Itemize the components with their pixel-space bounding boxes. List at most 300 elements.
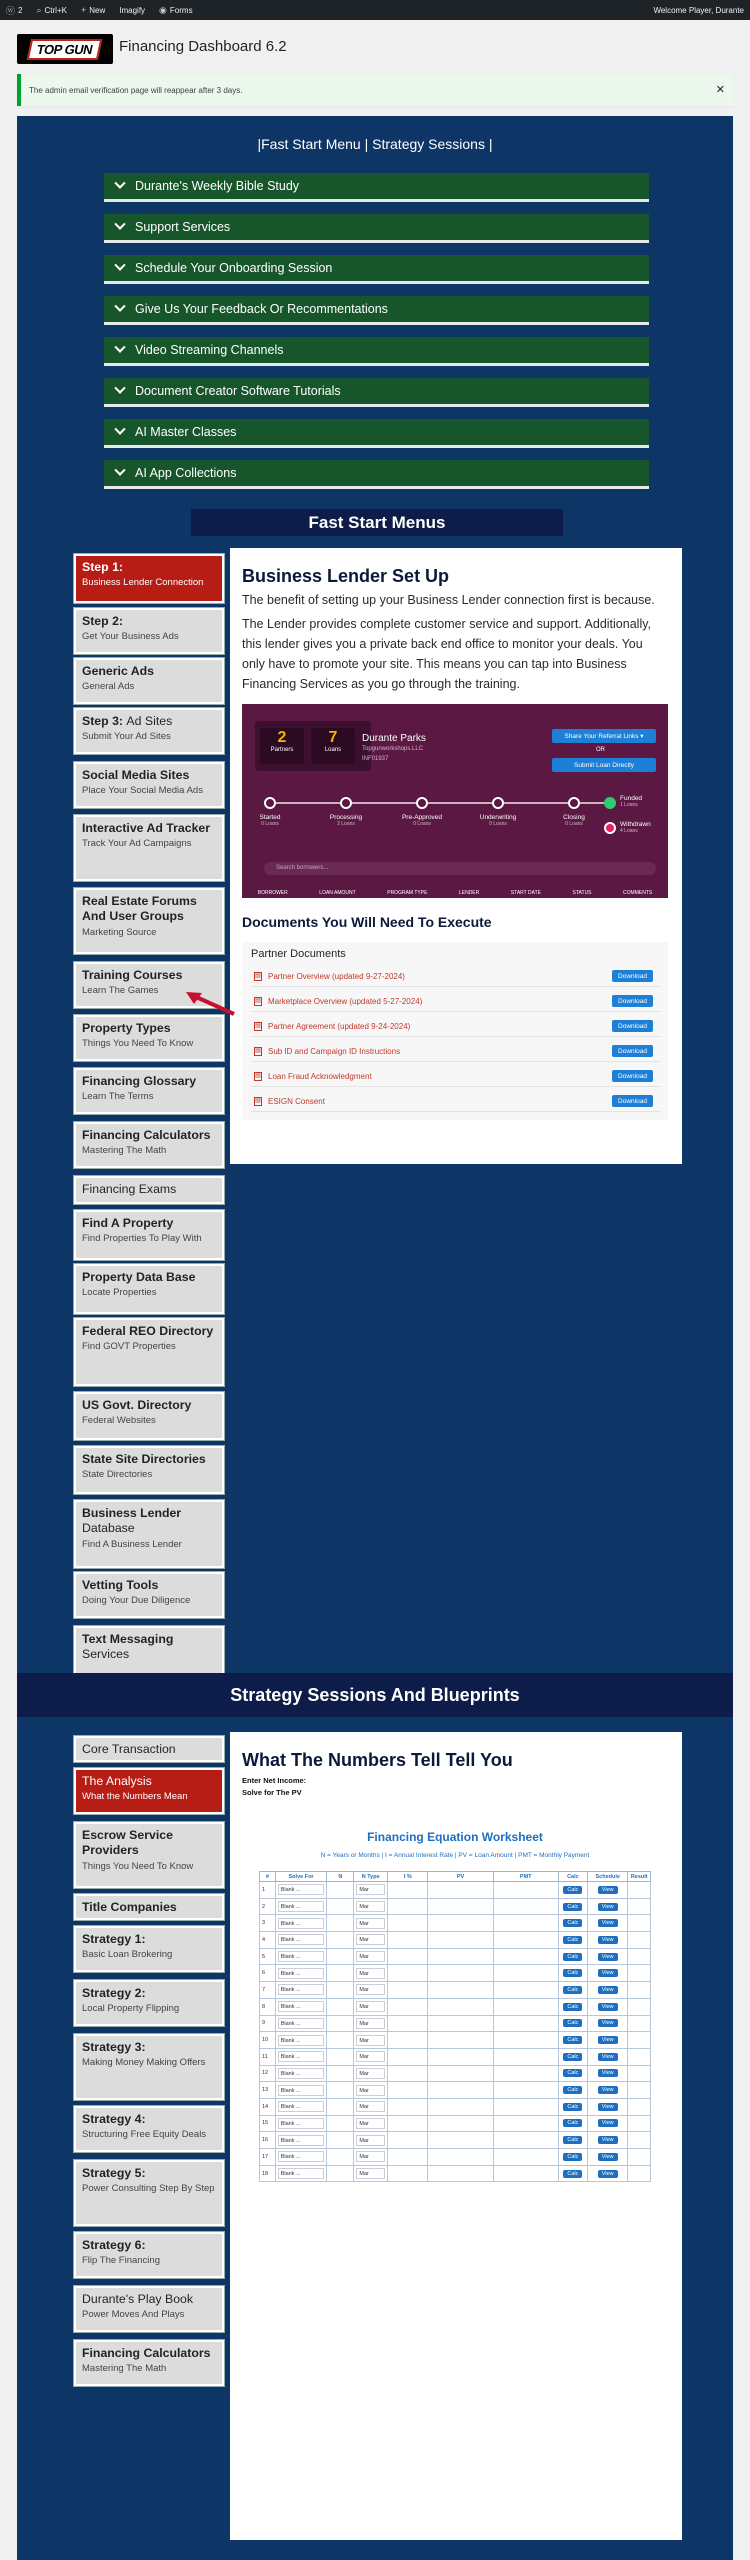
document-link[interactable]: Marketplace Overview (updated 5-27-2024) [268, 996, 423, 1006]
solve-for-value: Blank ... [278, 1934, 325, 1945]
pmt-input[interactable] [493, 1948, 558, 1965]
solve-for-value: Blank ... [278, 1901, 325, 1912]
pv-input[interactable] [428, 2048, 493, 2065]
pv-input[interactable] [428, 1948, 493, 1965]
solve-for-select[interactable] [275, 2149, 327, 2166]
partner-company: Topgunworkshops.LLC [362, 746, 424, 752]
sidebar-item[interactable] [74, 608, 224, 654]
accordion-item[interactable] [104, 214, 649, 243]
sidebar-title-text: Training Courses [82, 968, 183, 982]
partner-documents [242, 942, 668, 1120]
n-type-select[interactable] [354, 2082, 388, 2099]
chevron-down-icon [114, 465, 125, 476]
sidebar-item-title [82, 1216, 216, 1231]
calc-button[interactable]: Calc [563, 2019, 582, 2027]
logo-text: TOP GUN [27, 39, 103, 60]
worksheet-legend: N = Years or Months | I = Annual Interest Rate | PV = Loan Amount | PMT = Monthly Payment [320, 1852, 590, 1859]
stage-name: Processing [329, 814, 363, 821]
sidebar-item[interactable] [74, 708, 224, 754]
document-link[interactable]: Sub ID and Campaign ID Instructions [268, 1046, 401, 1056]
pmt-input[interactable] [493, 1932, 558, 1949]
solve-for-select[interactable] [275, 1915, 327, 1932]
solve-for-select[interactable] [275, 1998, 327, 2015]
solve-for-select[interactable] [275, 2015, 327, 2032]
download-button[interactable]: Download [612, 995, 653, 1007]
sidebar-item[interactable] [74, 1446, 224, 1494]
pmt-input[interactable] [493, 2165, 558, 2182]
solve-for-value: Blank ... [278, 1884, 325, 1895]
view-button[interactable]: View [598, 1886, 618, 1894]
interest-input[interactable] [388, 2065, 428, 2082]
accordion-item[interactable] [104, 460, 649, 489]
calc-button[interactable]: Calc [563, 2003, 582, 2011]
pmt-input[interactable] [493, 2032, 558, 2049]
sidebar-item[interactable] [74, 658, 224, 704]
calc-button[interactable]: Calc [563, 2036, 582, 2044]
n-input[interactable] [327, 1932, 354, 1949]
solve-for-select[interactable] [275, 2032, 327, 2049]
pv-input[interactable] [428, 2082, 493, 2099]
solve-for-select[interactable] [275, 2132, 327, 2149]
view-button[interactable]: View [598, 2053, 618, 2061]
sidebar-item-title [82, 614, 216, 629]
n-type-select[interactable] [354, 1882, 388, 1899]
sidebar-item[interactable] [74, 1980, 224, 2026]
sidebar-title-text: Real Estate Forums And User Groups [82, 894, 197, 924]
worksheet-row [260, 2132, 651, 2149]
sidebar-item-subtitle: Local Property Flipping [82, 2003, 180, 2015]
sidebar-item[interactable] [74, 1736, 224, 1762]
worksheet-column: Schedule [588, 1872, 628, 1882]
sidebar-item-title: Title Companies [82, 1900, 177, 1914]
sidebar-item[interactable] [74, 554, 224, 603]
account-menu[interactable] [653, 6, 744, 15]
n-type-select[interactable] [354, 1965, 388, 1982]
n-type-value: Mar [356, 1984, 385, 1995]
pmt-input[interactable] [493, 1998, 558, 2015]
sidebar-item[interactable] [74, 2286, 224, 2332]
welcome-text: Welcome Player, Durante [653, 5, 744, 15]
pmt-input[interactable] [493, 2115, 558, 2132]
stage-dot [340, 797, 352, 809]
pv-input[interactable] [428, 2165, 493, 2182]
solve-for-select[interactable] [275, 1982, 327, 1999]
calc-cell [558, 1898, 587, 1915]
n-input[interactable] [327, 1965, 354, 1982]
pv-input[interactable] [428, 1982, 493, 1999]
sidebar-item-title [82, 1578, 216, 1593]
solve-for-select[interactable] [275, 2115, 327, 2132]
calc-button[interactable]: Calc [563, 1903, 582, 1911]
solve-for-select[interactable] [275, 1965, 327, 1982]
pmt-input[interactable] [493, 2015, 558, 2032]
sidebar-item[interactable] [74, 815, 224, 881]
n-type-select[interactable] [354, 2032, 388, 2049]
pv-input[interactable] [428, 1998, 493, 2015]
accordion-item[interactable] [104, 419, 649, 448]
sidebar-item-subtitle: Learn The Terms [82, 1091, 154, 1103]
chevron-down-icon [114, 219, 125, 230]
sidebar-item[interactable] [74, 1926, 224, 1972]
sidebar-item[interactable] [74, 1822, 224, 1888]
view-button[interactable]: View [598, 2019, 618, 2027]
interest-input[interactable] [388, 1965, 428, 1982]
n-input[interactable] [327, 1882, 354, 1899]
pmt-input[interactable] [493, 1982, 558, 1999]
interest-input[interactable] [388, 1882, 428, 1899]
pmt-input[interactable] [493, 1915, 558, 1932]
pv-input[interactable] [428, 2098, 493, 2115]
view-button[interactable]: View [598, 1936, 618, 1944]
pv-input[interactable] [428, 1932, 493, 1949]
funded-label: Funded [620, 795, 643, 802]
pv-input[interactable] [428, 1898, 493, 1915]
calc-button[interactable]: Calc [563, 1969, 582, 1977]
interest-input[interactable] [388, 2015, 428, 2032]
solve-for-value: Blank ... [278, 1984, 325, 1995]
interest-input[interactable] [388, 2082, 428, 2099]
n-input[interactable] [327, 2082, 354, 2099]
interest-input[interactable] [388, 2165, 428, 2182]
interest-input[interactable] [388, 2115, 428, 2132]
calc-cell [558, 1915, 587, 1932]
stage-count: 0 Loans [565, 821, 583, 827]
sidebar-item-subtitle: Things You Need To Know [82, 1038, 194, 1050]
sidebar-item[interactable] [74, 888, 224, 954]
document-link[interactable]: ESIGN Consent [268, 1096, 325, 1106]
sidebar-item[interactable] [74, 2340, 224, 2386]
pmt-input[interactable] [493, 2149, 558, 2166]
sidebar-item[interactable] [74, 1122, 224, 1168]
pv-input[interactable] [428, 1965, 493, 1982]
worksheet-column: Result [628, 1872, 651, 1882]
command-palette[interactable] [36, 5, 67, 16]
pdf-icon: ▤ [255, 972, 261, 979]
calc-button[interactable]: Calc [563, 1953, 582, 1961]
withdrawn-label: Withdrawn [620, 821, 651, 828]
n-type-select[interactable] [354, 1915, 388, 1932]
sidebar-item[interactable] [74, 1500, 224, 1568]
sidebar-item[interactable] [74, 1264, 224, 1314]
result-cell [628, 1898, 651, 1915]
result-cell [628, 2098, 651, 2115]
n-input[interactable] [327, 2098, 354, 2115]
schedule-cell [588, 1998, 628, 2015]
sidebar-item-title [82, 1452, 216, 1467]
calc-button[interactable]: Calc [563, 1936, 582, 1944]
sidebar-item-subtitle: Basic Loan Brokering [82, 1949, 173, 1961]
sidebar-item-subtitle: Business Lender Connection [82, 577, 204, 589]
pv-input[interactable] [428, 2149, 493, 2166]
pmt-input[interactable] [493, 2065, 558, 2082]
n-type-select[interactable] [354, 1948, 388, 1965]
n-input[interactable] [327, 2115, 354, 2132]
n-type-value: Mar [356, 2151, 385, 2162]
n-input[interactable] [327, 1898, 354, 1915]
pmt-input[interactable] [493, 1965, 558, 1982]
sidebar-title-text: Text Messaging [82, 1632, 174, 1646]
n-type-select[interactable] [354, 2048, 388, 2065]
n-input[interactable] [327, 1915, 354, 1932]
accordion-label: Durante's Weekly Bible Study [135, 179, 300, 193]
n-type-select[interactable] [354, 2115, 388, 2132]
n-input[interactable] [327, 2015, 354, 2032]
calc-button[interactable]: Calc [563, 1986, 582, 1994]
n-type-select[interactable] [354, 1982, 388, 1999]
imagify-menu[interactable] [119, 6, 145, 15]
n-type-select[interactable] [354, 2098, 388, 2115]
n-type-select[interactable] [354, 2015, 388, 2032]
download-button[interactable]: Download [612, 970, 653, 982]
sidebar-item-title [82, 1506, 216, 1537]
n-type-select[interactable] [354, 1932, 388, 1949]
solve-for-select[interactable] [275, 1932, 327, 1949]
download-button[interactable]: Download [612, 1045, 653, 1057]
sidebar-item[interactable] [74, 1318, 224, 1386]
solve-for-select[interactable] [275, 2048, 327, 2065]
interest-input[interactable] [388, 2098, 428, 2115]
interest-input[interactable] [388, 1948, 428, 1965]
sidebar-item[interactable] [74, 1210, 224, 1260]
n-type-select[interactable] [354, 2149, 388, 2166]
interest-input[interactable] [388, 2032, 428, 2049]
partner-name: Durante Parks [362, 733, 426, 744]
pv-input[interactable] [428, 2132, 493, 2149]
funded-count: 1 Loans [620, 802, 638, 808]
view-button[interactable]: View [598, 1986, 618, 1994]
sidebar-item[interactable] [74, 1894, 224, 1920]
n-input[interactable] [327, 2149, 354, 2166]
sidebar-item-title [82, 1270, 216, 1285]
view-button[interactable]: View [598, 2136, 618, 2144]
interest-input[interactable] [388, 1898, 428, 1915]
worksheet-column: N [327, 1872, 354, 1882]
sidebar-item[interactable] [74, 2106, 224, 2152]
interest-input[interactable] [388, 1982, 428, 1999]
document-link[interactable]: Partner Overview (updated 9-27-2024) [268, 971, 405, 981]
solve-pv-label: Solve for The PV [242, 1788, 302, 1797]
schedule-cell [588, 2082, 628, 2099]
sidebar-item[interactable] [74, 2160, 224, 2226]
sidebar-item-subtitle: What the Numbers Mean [82, 1791, 188, 1803]
accordion-label: Document Creator Software Tutorials [135, 384, 341, 398]
pv-input[interactable] [428, 2065, 493, 2082]
sidebar-item[interactable] [74, 2232, 224, 2278]
sidebar-item-title: Strategy 2: [82, 1986, 146, 2000]
view-button[interactable]: View [598, 2003, 618, 2011]
view-button[interactable]: View [598, 2153, 618, 2161]
worksheet-row [260, 2149, 651, 2166]
sidebar-title-text: US Govt. Directory [82, 1398, 192, 1412]
row-number: 10 [260, 2032, 276, 2049]
solve-for-select[interactable] [275, 1948, 327, 1965]
sidebar-item-subtitle: Flip The Financing [82, 2255, 160, 2267]
pv-input[interactable] [428, 2115, 493, 2132]
view-button[interactable]: View [598, 2170, 618, 2178]
pdf-icon: ▤ [255, 1047, 261, 1054]
pmt-input[interactable] [493, 1882, 558, 1899]
view-button[interactable]: View [598, 2069, 618, 2077]
chevron-down-icon [114, 342, 125, 353]
n-type-select[interactable] [354, 1998, 388, 2015]
accordion-item[interactable] [104, 255, 649, 284]
view-button[interactable]: View [598, 1903, 618, 1911]
sidebar-item[interactable] [74, 2034, 224, 2100]
view-button[interactable]: View [598, 2119, 618, 2127]
sidebar-item[interactable] [74, 762, 224, 808]
pmt-input[interactable] [493, 2132, 558, 2149]
n-input[interactable] [327, 2132, 354, 2149]
n-input[interactable] [327, 2032, 354, 2049]
view-button[interactable]: View [598, 1919, 618, 1927]
sidebar-item-subtitle: Power Moves And Plays [82, 2309, 185, 2321]
loans-label: Loans [324, 747, 342, 754]
view-button[interactable]: View [598, 2036, 618, 2044]
pmt-input[interactable] [493, 2098, 558, 2115]
download-button[interactable]: Download [612, 1095, 653, 1107]
n-type-select[interactable] [354, 2165, 388, 2182]
interest-input[interactable] [388, 1932, 428, 1949]
document-link[interactable]: Loan Fraud Acknowledgment [268, 1071, 372, 1081]
n-type-value: Mar [356, 2085, 385, 2096]
sidebar-item[interactable] [74, 1176, 224, 1204]
page-title: Financing Dashboard 6.2 [119, 38, 287, 55]
accordion-label: Support Services [135, 220, 231, 234]
interest-input[interactable] [388, 2132, 428, 2149]
schedule-cell [588, 1948, 628, 1965]
sidebar-item[interactable] [74, 1768, 224, 1814]
panel2-heading: What The Numbers Tell Tell You [242, 1750, 513, 1770]
pv-input[interactable] [428, 1915, 493, 1932]
result-cell [628, 2032, 651, 2049]
schedule-cell [588, 2098, 628, 2115]
n-input[interactable] [327, 1998, 354, 2015]
n-type-value: Mar [356, 1951, 385, 1962]
n-input[interactable] [327, 1948, 354, 1965]
document-link[interactable]: Partner Agreement (updated 9-24-2024) [268, 1021, 411, 1031]
result-cell [628, 1882, 651, 1899]
n-input[interactable] [327, 1982, 354, 1999]
n-input[interactable] [327, 2065, 354, 2082]
view-button[interactable]: View [598, 1969, 618, 1977]
pipeline-line [270, 802, 610, 804]
view-button[interactable]: View [598, 2103, 618, 2111]
lender-paragraph: The Lender provides complete customer service and support. Additionally, this lender gives you a private back end office to monitor your deals. You only have to promote your site. This means you can tap into Business Financing Services as you go through the training. [242, 617, 652, 691]
sidebar-item-subtitle: Find GOVT Properties [82, 1341, 176, 1353]
calc-button[interactable]: Calc [563, 2170, 582, 2178]
sidebar-item-subtitle: Power Consulting Step By Step [82, 2183, 215, 2195]
view-button[interactable]: View [598, 2086, 618, 2094]
schedule-cell [588, 2132, 628, 2149]
row-number: 9 [260, 2015, 276, 2032]
sidebar-item[interactable] [74, 1392, 224, 1440]
close-icon[interactable]: ✕ [715, 84, 725, 96]
n-input[interactable] [327, 2165, 354, 2182]
document-row [251, 1016, 661, 1037]
accordion-item[interactable] [104, 378, 649, 407]
forms-menu[interactable] [159, 5, 193, 16]
loans-count: 7 [328, 729, 338, 746]
sidebar-item[interactable] [74, 1068, 224, 1114]
n-type-select[interactable] [354, 2132, 388, 2149]
sidebar-item-title: Strategy 3: [82, 2040, 146, 2054]
sidebar-item-title [82, 968, 216, 983]
pmt-input[interactable] [493, 1898, 558, 1915]
wordpress-icon: ⓦ [6, 5, 16, 16]
calc-button[interactable]: Calc [563, 2069, 582, 2077]
wp-logo-menu[interactable] [6, 4, 22, 17]
n-type-select[interactable] [354, 2065, 388, 2082]
calc-button[interactable]: Calc [563, 1886, 582, 1894]
schedule-cell [588, 1932, 628, 1949]
sidebar-item[interactable] [74, 1572, 224, 1618]
solve-for-select[interactable] [275, 1898, 327, 1915]
accordion-label: AI Master Classes [135, 425, 237, 439]
new-menu[interactable] [81, 5, 105, 15]
solve-for-select[interactable] [275, 2098, 327, 2115]
worksheet-row [260, 1998, 651, 2015]
download-button[interactable]: Download [612, 1070, 653, 1082]
calc-button[interactable]: Calc [563, 2119, 582, 2127]
calc-button[interactable]: Calc [563, 1919, 582, 1927]
calc-button[interactable]: Calc [563, 2053, 582, 2061]
solve-for-select[interactable] [275, 2065, 327, 2082]
pv-input[interactable] [428, 2015, 493, 2032]
sidebar-item[interactable] [74, 1015, 224, 1061]
accordion-item[interactable] [104, 173, 649, 202]
solve-for-select[interactable] [275, 2165, 327, 2182]
stage-count: 2 Loans [337, 821, 355, 827]
interest-input[interactable] [388, 2149, 428, 2166]
submit-loan-button: Submit Loan Directly [552, 758, 656, 772]
worksheet-row [260, 2098, 651, 2115]
download-button[interactable]: Download [612, 1020, 653, 1032]
accordion-item[interactable] [104, 337, 649, 366]
pmt-input[interactable] [493, 2082, 558, 2099]
accordion-item[interactable] [104, 296, 649, 325]
calc-button[interactable]: Calc [563, 2103, 582, 2111]
result-cell [628, 2048, 651, 2065]
view-button[interactable]: View [598, 1953, 618, 1961]
sidebar-title-text: Property Types [82, 1021, 171, 1035]
solve-for-select[interactable] [275, 2082, 327, 2099]
pv-input[interactable] [428, 2032, 493, 2049]
schedule-cell [588, 2032, 628, 2049]
stage-count: 0 Loans [489, 821, 507, 827]
calc-button[interactable]: Calc [563, 2086, 582, 2094]
table-column: COMMENTS [623, 890, 653, 896]
interest-input[interactable] [388, 1915, 428, 1932]
solve-for-select[interactable] [275, 1882, 327, 1899]
chevron-down-icon [114, 178, 125, 189]
n-input[interactable] [327, 2048, 354, 2065]
interest-input[interactable] [388, 2048, 428, 2065]
sidebar-item-subtitle: Place Your Social Media Ads [82, 785, 203, 797]
topgun-logo[interactable] [17, 34, 113, 64]
sidebar-item-subtitle: Find Properties To Play With [82, 1233, 202, 1245]
n-type-select[interactable] [354, 1898, 388, 1915]
interest-input[interactable] [388, 1998, 428, 2015]
worksheet-column: PV [428, 1872, 493, 1882]
pv-input[interactable] [428, 1882, 493, 1899]
sidebar-item-title [82, 714, 216, 729]
sidebar-item-subtitle: Submit Your Ad Sites [82, 731, 171, 743]
calc-button[interactable]: Calc [563, 2153, 582, 2161]
or-label: OR [596, 747, 605, 753]
partners-stat [260, 728, 304, 764]
calc-button[interactable]: Calc [563, 2136, 582, 2144]
pmt-input[interactable] [493, 2048, 558, 2065]
